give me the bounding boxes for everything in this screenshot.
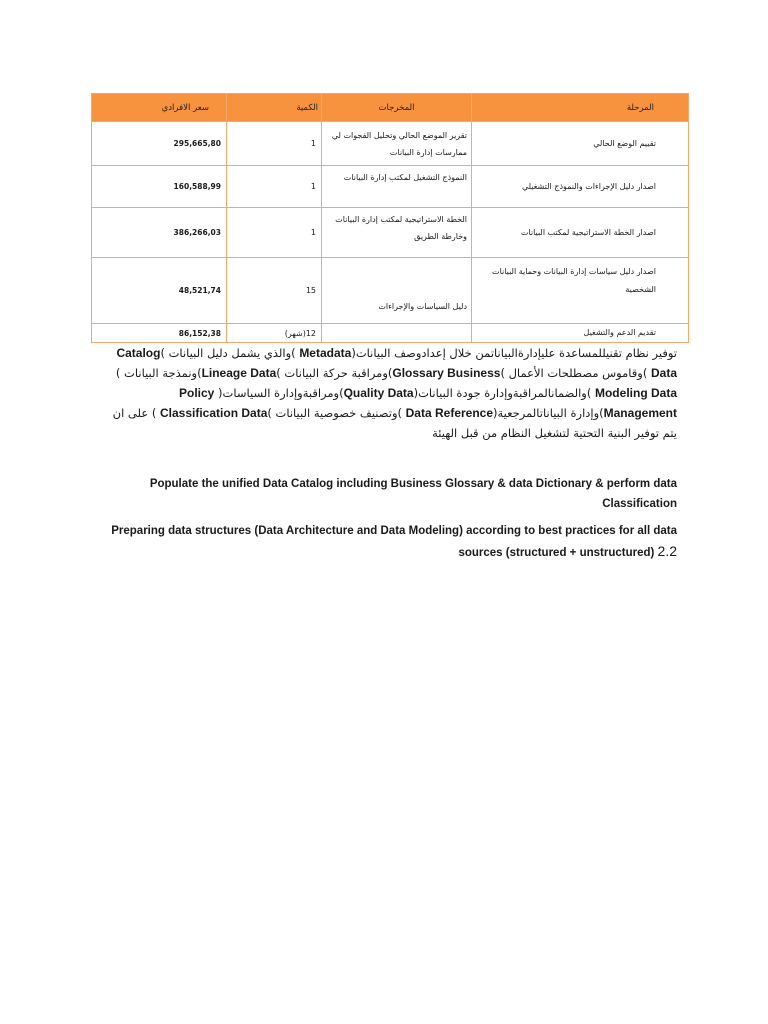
- stage-cell: تقييم الوضع الحالي: [472, 122, 689, 166]
- table-row: [92, 324, 689, 343]
- paragraph-text: )ونمذجة البيانات ): [115, 366, 202, 380]
- stage-cell: اصدار دليل الإجراءات والنموذج التشغيلي: [472, 166, 689, 208]
- header-outputs: المخرجات: [322, 94, 472, 122]
- term-metadata: Metadata: [299, 346, 352, 360]
- price-cell: 295,665,80: [92, 122, 227, 166]
- term-glossary-business: Glossary Business: [392, 366, 501, 380]
- price-cell: 48,521,74: [92, 258, 227, 324]
- term-data-reference: Data Reference: [405, 406, 494, 420]
- paragraph-text: )وإدارة البياناتالمرجعية(: [493, 406, 604, 420]
- term-quality-data: Quality Data: [343, 386, 414, 400]
- term-policy-management: Policy Management: [179, 386, 677, 420]
- stage-cell: تقديم الدعم والتشغيل: [472, 324, 689, 343]
- quantity-cell: 1: [227, 166, 322, 208]
- term-catalog-data: Catalog Data: [116, 346, 677, 380]
- outputs-cell: النموذج التشغيل لمكتب إدارة البيانات: [322, 166, 472, 208]
- data-structures-line: [77, 521, 677, 563]
- paragraph-text: )ومراقبة حركة البيانات ): [276, 366, 393, 380]
- outputs-cell: الخطة الاستراتيجية لمكتب إدارة البيانات وخارطة الطريق: [322, 208, 472, 258]
- table-row: [92, 208, 689, 258]
- pricing-table: [91, 93, 689, 343]
- term-classification-data: Classification Data: [160, 406, 268, 420]
- stage-cell: اصدار دليل سياسات إدارة البيانات وحماية البيانات الشخصية: [472, 258, 689, 324]
- paragraph-text: )والذي يشمل دليل البيانات ): [160, 346, 300, 360]
- header-quantity: الكمية: [227, 94, 322, 122]
- price-cell: 160,588,99: [92, 166, 227, 208]
- outputs-cell: [322, 324, 472, 343]
- data-catalog-line: Populate the unified Data Catalog including Business Glossary & data Dictionary & perform data Classification: [149, 478, 677, 510]
- outputs-cell: دليل السياسات والإجراءات: [322, 258, 472, 324]
- paragraph-text: )والضمانالمراقبةوإدارة جودة البيانات(: [413, 386, 595, 400]
- header-stage: المرحلة: [472, 94, 689, 122]
- term-lineage-data: Lineage Data: [201, 366, 277, 380]
- header-price: سعر الافرادي: [92, 94, 227, 122]
- table-row: [92, 166, 689, 208]
- data-structures-text: Preparing data structures (Data Architecture and Data Modeling) according to best practices for all data sources (structured + unstructured): [111, 525, 677, 559]
- quantity-cell: 12(شهر): [227, 324, 322, 343]
- paragraph-text: )ومراقبةوإدارة السياسات(: [214, 386, 344, 400]
- paragraph-text: )وقاموس مصطلحات الأعمال ): [500, 366, 651, 380]
- quantity-cell: 15: [227, 258, 322, 324]
- section-number: 2.2: [657, 543, 677, 559]
- stage-cell: اصدار الخطة الاستراتيجية لمكتب البيانات: [472, 208, 689, 258]
- quantity-cell: 1: [227, 122, 322, 166]
- table-header-row: [92, 94, 689, 122]
- arabic-description-paragraph: [95, 343, 677, 443]
- quantity-cell: 1: [227, 208, 322, 258]
- price-cell: 86,152,38: [92, 324, 227, 343]
- term-modeling-data: Modeling Data: [594, 386, 677, 400]
- table-row: [92, 258, 689, 324]
- price-cell: 386,266,03: [92, 208, 227, 258]
- table-row: [92, 122, 689, 166]
- paragraph-text: ) على ان يتم توفير البنية التحتية لتشغيل النظام من قبل الهيئة: [112, 406, 677, 440]
- outputs-cell: تقرير الموضع الحالي وتحليل الفجوات لي ممارسات إدارة البيانات: [322, 122, 472, 166]
- paragraph-text: توفير نظام تقنيللمساعدة عليإدارةالبياناتمن خلال إعدادوصف البيانات(: [351, 346, 677, 360]
- paragraph-text: )وتصنيف خصوصية البيانات ): [267, 406, 406, 420]
